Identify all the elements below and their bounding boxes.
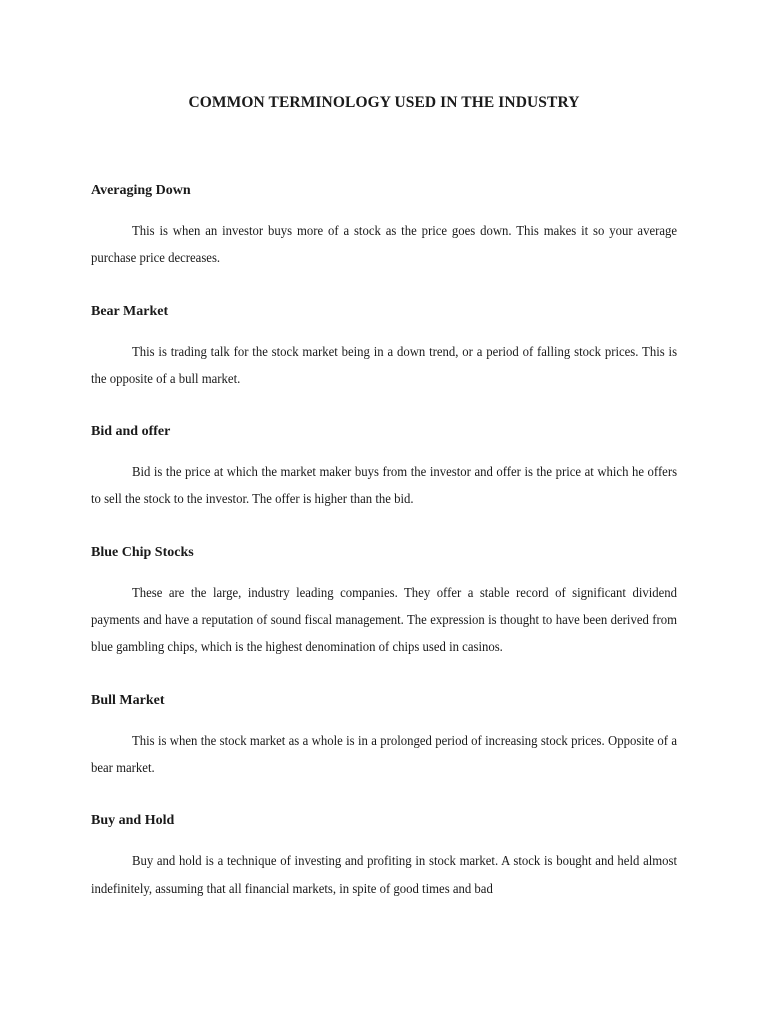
term-definition: This is when the stock market as a whole is in a prolonged period of increasing stock prices. Opposite of a bear market. (91, 733, 678, 776)
term-averaging-down (91, 181, 677, 273)
term-heading: Averaging Down (91, 183, 191, 198)
term-blue-chip-stocks (91, 543, 677, 662)
term-heading: Buy and Hold (91, 813, 175, 829)
term-bear-market (91, 302, 677, 394)
document-title: COMMON TERMINOLOGY USED IN THE INDUSTRY (188, 94, 580, 111)
term-heading: Bull Market (91, 692, 165, 708)
terms-list (91, 181, 677, 932)
term-bull-market (91, 691, 677, 783)
term-definition: Buy and hold is a technique of investing and profiting in stock market. A stock is bought and held almost indefinitely, assuming that all financial markets, in spite of good times and bad (91, 854, 678, 897)
term-definition: These are the large, industry leading companies. They offer a stable record of significant dividend payments and have a reputation of sound fiscal management. The expression is thought to have been derived from blue gambling chips, which is the highest denomination of chips used in casinos. (91, 585, 678, 656)
term-definition: This is trading talk for the stock market being in a down trend, or a period of falling stock prices. This is the opposite of a bull market. (91, 344, 678, 387)
term-heading: Blue Chip Stocks (91, 544, 194, 560)
term-definition: Bid is the price at which the market maker buys from the investor and offer is the price at which he offers to sell the stock to the investor. The offer is higher than the bid. (91, 465, 678, 508)
term-bid-and-offer (91, 422, 677, 514)
term-definition: This is when an investor buys more of a stock as the price goes down. This makes it so your average purchase price decreases. (91, 224, 678, 267)
term-heading: Bid and offer (91, 424, 171, 440)
term-heading: Bear Market (91, 303, 169, 319)
term-buy-and-hold (91, 811, 677, 903)
